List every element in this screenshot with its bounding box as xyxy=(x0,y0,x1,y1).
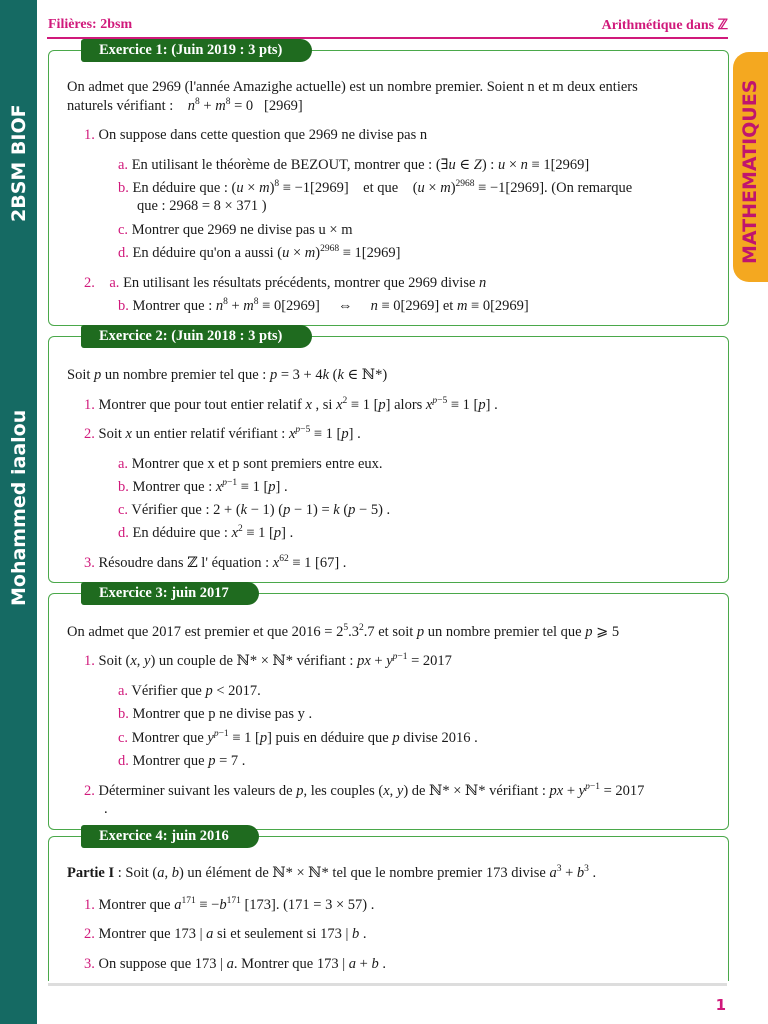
exercise-4 xyxy=(48,828,729,981)
ex4-q1: 1. Montrer que $a^{171} \equiv -b^{171}$ [173]. (171 = 3 × 57) . xyxy=(84,896,375,913)
ex1-intro-line1: On admet que 2969 (l'année Amazighe actuelle) est un nombre premier. Soient n et m deux entiers xyxy=(67,79,638,95)
ex4-q2: 2. Montrer que 173 | a si et seulement si 173 | b . xyxy=(84,926,367,942)
ex3-q1: 1. Soit (x, y) un couple de ℕ* × ℕ* vérifiant : px + $y^{p-1} = 2017$ xyxy=(84,652,452,669)
exercise-4-title: Exercice 4: juin 2016 xyxy=(81,825,259,848)
header-filieres: Filières: 2bsm xyxy=(48,17,133,32)
header-chapter: Arithmétique dans ℤ xyxy=(601,18,728,33)
page-number: 1 xyxy=(715,996,726,1014)
exercise-2-title: Exercice 2: (Juin 2018 : 3 pts) xyxy=(81,325,312,348)
exercise-3-title: Exercice 3: juin 2017 xyxy=(81,582,259,605)
ex3-q2: 2. Déterminer suivant les valeurs de p, les couples (x, y) de ℕ* × ℕ* vérifiant : px + $y^{p-1} = 2017$ xyxy=(84,782,645,799)
ex4-part1-intro: Partie I : Soit (a, b) un élément de ℕ* × ℕ* tel que le nombre premier 173 divise $a^3 + b^3$ . xyxy=(67,864,597,881)
ex1-q2b: b. Montrer que : $n^8 + m^8 \equiv 0[2969]$ ⇔ n ≡ 0[2969] et m ≡ 0[2969] xyxy=(118,297,529,314)
ex1-intro-line2: naturels vérifiant : $n^8 + m^8 = 0$ [2969] xyxy=(67,97,303,114)
ex2-q2b: b. Montrer que : $x^{p-1} \equiv 1$ [p] . xyxy=(118,478,288,495)
ex3-q1d: d. Montrer que p = 7 . xyxy=(118,753,246,769)
ex1-q1c: c. Montrer que 2969 ne divise pas u × m xyxy=(118,222,353,238)
ex1-q1a: a. En utilisant le théorème de BEZOUT, montrer que : (∃u ∈ Z) : u × n ≡ 1[2969] xyxy=(118,157,590,173)
ex2-q1: 1. Montrer que pour tout entier relatif x , si $x^2 \equiv 1$ [p] alors $x^{p-5} \equiv 1$ [p] . xyxy=(84,396,498,413)
exercise-3 xyxy=(48,585,729,830)
ex3-q1a: a. Vérifier que p < 2017. xyxy=(118,683,261,699)
exercise-1 xyxy=(48,42,729,326)
ex1-q2a: 2. a. En utilisant les résultats précédents, montrer que 2969 divise n xyxy=(84,275,487,291)
exercise-2 xyxy=(48,328,729,583)
ex3-intro: On admet que 2017 est premier et que $2016 = 2^5.3^2.7$ et soit p un nombre premier tel que p ⩾ 5 xyxy=(67,623,620,640)
page-bottom-edge xyxy=(48,983,727,986)
ex1-q1b: b. En déduire que : $(u \times m)^8 \equiv -1[2969]$ et que $(u \times m)^{2968} \equiv -1[2969]$. (On remarque xyxy=(118,179,633,196)
ex4-q3: 3. On suppose que 173 | a. Montrer que 173 | a + b . xyxy=(84,956,386,972)
ex1-q1b-cont: que : 2968 = 8 × 371 ) xyxy=(137,198,267,214)
ex2-q2: 2. Soit x un entier relatif vérifiant : $x^{p-5} \equiv 1$ [p] . xyxy=(84,425,361,442)
ex3-q2-end: . xyxy=(104,801,108,817)
ex2-q3: 3. Résoudre dans ℤ l' équation : $x^{62} \equiv 1$ [67] . xyxy=(84,554,347,571)
ex3-q1c: c. Montrer que $y^{p-1} \equiv 1$ [p] puis en déduire que p divise 2016 . xyxy=(118,729,478,746)
sidebar xyxy=(0,0,37,1024)
sidebar-author-label: Mohammed iaalou xyxy=(8,409,30,606)
ex2-intro: Soit p un nombre premier tel que : p = 3 + 4k (k ∈ ℕ*) xyxy=(67,367,388,383)
ex2-q2c: c. Vérifier que : 2 + (k − 1) (p − 1) = k (p − 5) . xyxy=(118,502,391,518)
ex3-q1b: b. Montrer que p ne divise pas y . xyxy=(118,706,313,722)
ex1-q1: 1. On suppose dans cette question que 2969 ne divise pas n xyxy=(84,127,428,143)
ex2-q2d: d. En déduire que : $x^2 \equiv 1$ [p] . xyxy=(118,524,294,541)
exercise-1-title: Exercice 1: (Juin 2019 : 3 pts) xyxy=(81,39,312,62)
ex2-q2a: a. Montrer que x et p sont premiers entre eux. xyxy=(118,456,383,472)
sidebar-class-label: 2BSM BIOF xyxy=(8,104,30,222)
subject-tab xyxy=(733,52,768,282)
ex1-q1d: d. En déduire qu'on a aussi $(u \times m)^{2968} \equiv 1[2969]$ xyxy=(118,244,401,261)
subject-tab-label: MATHEMATIQUES xyxy=(739,79,761,264)
